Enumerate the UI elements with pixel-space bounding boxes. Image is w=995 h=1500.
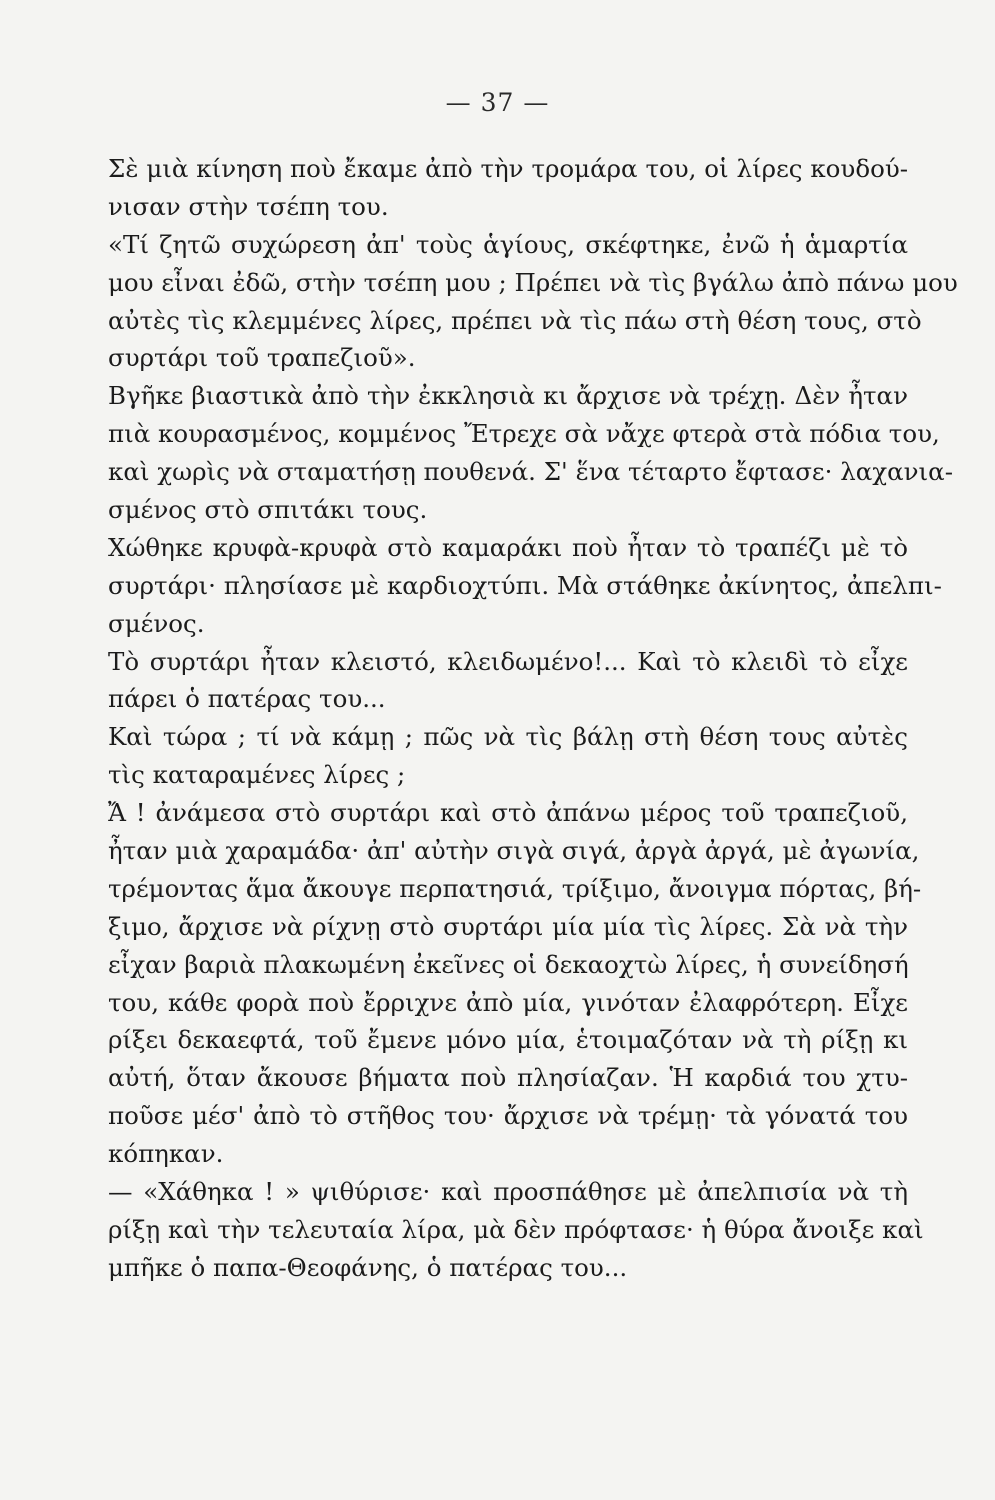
- text-line: καὶ χωρὶς νὰ σταματήσῃ πουθενά. Σ' ἕνα τέταρτο ἔφτασε· λαχανια-: [108, 457, 953, 487]
- body-text: [108, 150, 958, 1287]
- text-line: ἦταν μιὰ χαραμάδα· ἀπ' αὐτὴν σιγὰ σιγά, ἀργὰ ἀργά, μὲ ἀγωνία,: [108, 836, 920, 866]
- text-line: αὐτὲς τὶς κλεμμένες λίρες, πρέπει νὰ τὶς πάω στὴ θέση τους, στὸ: [108, 305, 922, 335]
- text-line: νισαν στὴν τσέπη του.: [108, 191, 389, 221]
- text-line: — «Χάθηκα ! » ψιθύρισε· καὶ προσπάθησε μὲ ἀπελπισία νὰ τὴ: [108, 1177, 908, 1207]
- text-line: εἶχαν βαριὰ πλακωμένη ἐκεῖνες οἱ δεκαοχτὼ λίρες, ἡ συνείδησή: [108, 949, 909, 979]
- text-line: τὶς καταραμένες λίρες ;: [108, 760, 406, 790]
- text-line: Χώθηκε κρυφὰ-κρυφὰ στὸ καμαράκι ποὺ ἦταν τὸ τραπέζι μὲ τὸ: [108, 532, 908, 562]
- text-line: Τὸ συρτάρι ἦταν κλειστό, κλειδωμένο!... Καὶ τὸ κλειδὶ τὸ εἶχε: [108, 646, 908, 676]
- text-line: τρέμοντας ἅμα ἄκουγε περπατησιά, τρίξιμο, ἄνοιγμα πόρτας, βή-: [108, 873, 922, 903]
- text-line: συρτάρι· πλησίασε μὲ καρδιοχτύπι. Μὰ στάθηκε ἀκίνητος, ἀπελπι-: [108, 570, 942, 600]
- text-line: «Τί ζητῶ συχώρεση ἀπ' τοὺς ἁγίους, σκέφτηκε, ἐνῶ ἡ ἁμαρτία: [108, 229, 908, 259]
- text-line: Σὲ μιὰ κίνηση ποὺ ἔκαμε ἀπὸ τὴν τρομάρα του, οἱ λίρες κουδού-: [108, 154, 908, 183]
- text-line: ξιμο, ἄρχισε νὰ ρίχνῃ στὸ συρτάρι μία μία τὶς λίρες. Σὰ νὰ τὴν: [108, 911, 908, 941]
- text-line: Ἄ ! ἀνάμεσα στὸ συρτάρι καὶ στὸ ἀπάνω μέρος τοῦ τραπεζιοῦ,: [108, 798, 908, 828]
- page-number: — 37 —: [445, 88, 550, 117]
- text-line: μου εἶναι ἐδῶ, στὴν τσέπη μου ; Πρέπει νὰ τὶς βγάλω ἀπὸ πάνω μου: [108, 267, 958, 297]
- text-line: συρτάρι τοῦ τραπεζιοῦ».: [108, 343, 416, 373]
- text-line: σμένος στὸ σπιτάκι τους.: [108, 495, 428, 525]
- text-line: πάρει ὁ πατέρας του...: [108, 684, 386, 714]
- text-line: ποῦσε μέσ' ἀπὸ τὸ στῆθος του· ἄρχισε νὰ τρέμῃ· τὰ γόνατά του: [108, 1101, 908, 1131]
- text-line: ρίξει δεκαεφτά, τοῦ ἔμενε μόνο μία, ἑτοιμαζόταν νὰ τὴ ρίξῃ κι: [108, 1025, 908, 1055]
- text-line: Βγῆκε βιαστικὰ ἀπὸ τὴν ἐκκλησιὰ κι ἄρχισε νὰ τρέχῃ. Δὲν ἦταν: [108, 381, 908, 411]
- text-line: του, κάθε φορὰ ποὺ ἔρριχνε ἀπὸ μία, γινόταν ἐλαφρότερη. Εἶχε: [108, 987, 908, 1017]
- text-line: Καὶ τώρα ; τί νὰ κάμῃ ; πῶς νὰ τὶς βάλῃ στὴ θέση τους αὐτὲς: [108, 722, 908, 752]
- text-line: κόπηκαν.: [108, 1139, 224, 1169]
- text-line: πιὰ κουρασμένος, κομμένος Ἔτρεχε σὰ νἄχε φτερὰ στὰ πόδια του,: [108, 419, 940, 449]
- text-line: αὐτή, ὅταν ἄκουσε βήματα ποὺ πλησίαζαν. Ἡ καρδιά του χτυ-: [108, 1063, 908, 1093]
- text-line: μπῆκε ὁ παπα-Θεοφάνης, ὁ πατέρας του...: [108, 1252, 628, 1282]
- text-line: σμένος.: [108, 608, 205, 638]
- text-line: ρίξῃ καὶ τὴν τελευταία λίρα, μὰ δὲν πρόφτασε· ἡ θύρα ἄνοιξε καὶ: [108, 1214, 924, 1244]
